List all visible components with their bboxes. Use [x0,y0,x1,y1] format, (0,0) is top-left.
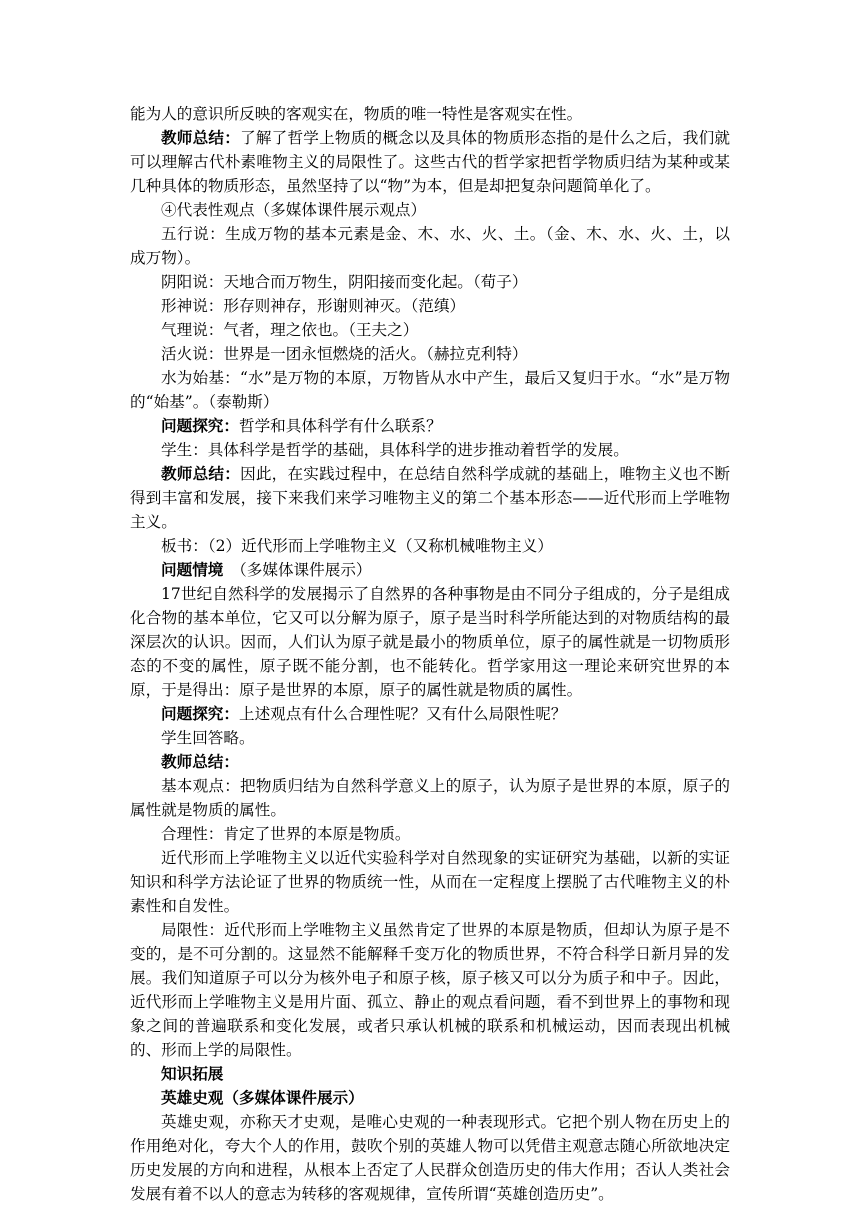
paragraph: 知识拓展 [161,1064,224,1083]
paragraph: 17世纪自然科学的发展揭示了自然界的各种事物是由不同分子组成的，分子是组成化合物的基本单位，它又可以分解为原子，原子是当时科学所能达到的对物质结构的最深层次的认识。因而，人们认为原子就是最小的物质单位，原子的属性就是一切物质形态的不变的属性，原子既不能分割，也不能转化。哲学家用这一理论来研究世界的本原，于是得出：原子是世界的本原，原子的属性就是物质的属性。 [130,585,730,699]
paragraph: 问题探究：上述观点有什么合理性呢？又有什么局限性呢？ [161,704,567,723]
paragraph: 学生回答略。 [161,729,255,747]
paragraph: 学生：具体科学是哲学的基础，具体科学的进步推动着哲学的发展。 [161,441,629,459]
paragraph: 问题情境 （多媒体课件展示） [161,560,372,579]
paragraph: 教师总结： [161,752,239,771]
paragraph: 英雄史观（多媒体课件展示） [161,1088,364,1107]
paragraph: 气理说：气者，理之依也。（王夫之） [161,321,419,339]
paragraph: 问题探究：哲学和具体科学有什么联系？ [161,416,442,435]
paragraph: 教师总结：因此，在实践过程中，在总结自然科学成就的基础上，唯物主义也不断得到丰富和发展，接下来我们来学习唯物主义的第二个基本形态——近代形而上学唯物主义。 [130,464,730,531]
paragraph: 活火说：世界是一团永恒燃烧的活火。（赫拉克利特） [161,345,528,363]
paragraph: 基本观点：把物质归结为自然科学意义上的原子，认为原子是世界的本原，原子的属性就是物质的属性。 [130,777,730,819]
paragraph: ④代表性观点（多媒体课件展示观点） [161,201,427,219]
paragraph: 近代形而上学唯物主义以近代实验科学对自然现象的实证研究为基础，以新的实证知识和科学方法论证了世界的物质统一性，从而在一定程度上摆脱了古代唯物主义的朴素性和自发性。 [130,849,730,915]
paragraph: 英雄史观，亦称天才史观，是唯心史观的一种表现形式。它把个别人物在历史上的作用绝对化，夸大个人的作用，鼓吹个别的英雄人物可以凭借主观意志随心所欲地决定历史发展的方向和进程，从根本上否定了人民群众创造历史的伟大作用；否认人类社会发展有着不以人的意志为转移的客观规律，宣传所谓“英雄创造历史”。 [130,1113,730,1203]
paragraph: 阴阳说：天地合而万物生，阴阳接而变化起。（荀子） [161,273,528,291]
paragraph: 能为人的意识所反映的客观实在，物质的唯一特性是客观实在性。 [130,105,583,123]
paragraph: 形神说：形存则神存，形谢则神灭。（范缜） [161,297,466,315]
paragraph: 局限性：近代形而上学唯物主义虽然肯定了世界的本原是物质，但却认为原子是不变的，是不可分割的。这显然不能解释千变万化的物质世界，不符合科学日新月异的发展。我们知道原子可以分为核外电子和原子核，原子核又可以分为质子和中子。因此，近代形而上学唯物主义是用片面、孤立、静止的观点看问题，看不到世界上的事物和现象之间的普遍联系和变化发展，或者只承认机械的联系和机械运动，因而表现出机械的、形而上学的局限性。 [130,921,730,1059]
document-page [130,102,730,1206]
paragraph: 水为始基：“水”是万物的本原，万物皆从水中产生，最后又复归于水。“水”是万物的“始基”。（泰勒斯） [130,369,730,411]
paragraph: 教师总结：了解了哲学上物质的概念以及具体的物质形态指的是什么之后，我们就可以理解古代朴素唯物主义的局限性了。这些古代的哲学家把哲学物质归结为某种或某几种具体的物质形态，虽然坚持了以“物”为本，但是却把复杂问题简单化了。 [130,128,730,195]
paragraph: 五行说：生成万物的基本元素是金、木、水、火、土。（金、木、水、火、土，以成万物）。 [130,225,730,267]
paragraph: 板书：（2）近代形而上学唯物主义（又称机械唯物主义） [161,537,553,555]
paragraph: 合理性：肯定了世界的本原是物质。 [161,825,411,843]
